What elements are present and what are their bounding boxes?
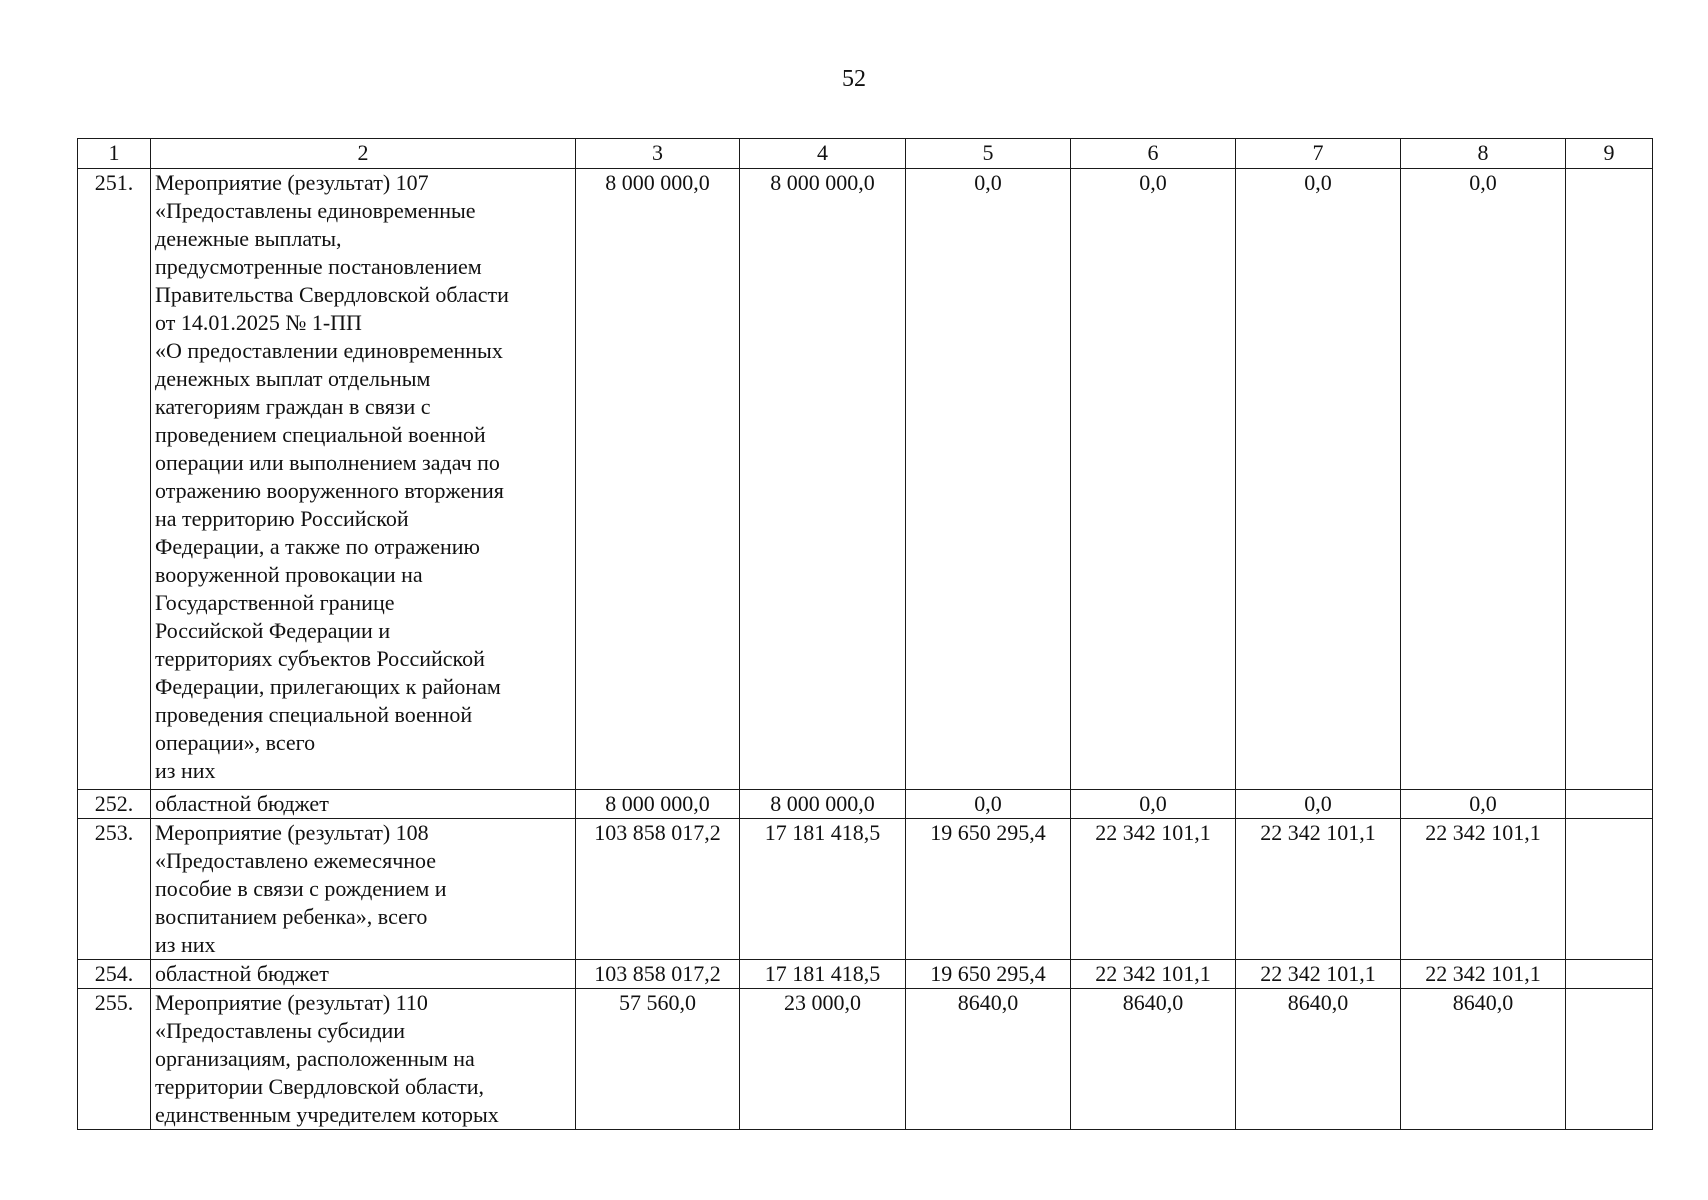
header-row (78, 139, 1653, 169)
description-line: Мероприятие (результат) 110 (155, 990, 428, 1015)
row-number: 253. (78, 819, 151, 960)
description-line: от 14.01.2025 № 1-ПП (155, 310, 362, 335)
value-cell: 0,0 (1071, 169, 1236, 790)
budget-table (77, 138, 1653, 1130)
column-header: 4 (740, 139, 906, 169)
column-header: 6 (1071, 139, 1236, 169)
description-line: проведения специальной военной (155, 702, 473, 727)
value-cell: 19 650 295,4 (906, 960, 1071, 989)
description-line: предусмотренные постановлением (155, 254, 482, 279)
description-line: «О предоставлении единовременных (155, 338, 503, 363)
description-line: операции», всего (155, 730, 316, 755)
description-line: отражению вооруженного вторжения (155, 478, 504, 503)
value-cell: 0,0 (1236, 790, 1401, 819)
row-description (151, 819, 576, 960)
value-cell (1566, 169, 1653, 790)
value-cell: 0,0 (1236, 169, 1401, 790)
table-row (78, 790, 1653, 819)
description-line: категориям граждан в связи с (155, 394, 431, 419)
column-header: 5 (906, 139, 1071, 169)
value-cell: 0,0 (1401, 169, 1566, 790)
table-row (78, 960, 1653, 989)
description-line: областной бюджет (155, 791, 329, 816)
row-description (151, 960, 576, 989)
value-cell: 57 560,0 (576, 989, 740, 1130)
value-cell: 22 342 101,1 (1401, 819, 1566, 960)
row-number: 254. (78, 960, 151, 989)
description-line: территории Свердловской области, (155, 1074, 485, 1099)
value-cell: 8640,0 (1071, 989, 1236, 1130)
description-line: организациям, расположенным на (155, 1046, 475, 1071)
column-header: 8 (1401, 139, 1566, 169)
value-cell: 22 342 101,1 (1071, 819, 1236, 960)
description-line: из них (155, 932, 216, 957)
value-cell (1566, 790, 1653, 819)
value-cell: 8640,0 (906, 989, 1071, 1130)
value-cell: 22 342 101,1 (1401, 960, 1566, 989)
table-row (78, 989, 1653, 1130)
table-row (78, 169, 1653, 790)
description-line: из них (155, 758, 216, 783)
column-header: 1 (78, 139, 151, 169)
value-cell: 103 858 017,2 (576, 960, 740, 989)
value-cell: 8 000 000,0 (576, 169, 740, 790)
description-line: «Предоставлены субсидии (155, 1018, 406, 1043)
value-cell: 0,0 (1401, 790, 1566, 819)
value-cell: 22 342 101,1 (1236, 819, 1401, 960)
description-line: воспитанием ребенка», всего (155, 904, 428, 929)
row-number: 252. (78, 790, 151, 819)
value-cell: 103 858 017,2 (576, 819, 740, 960)
description-line: территориях субъектов Российской (155, 646, 485, 671)
value-cell: 8 000 000,0 (576, 790, 740, 819)
page-number: 52 (842, 66, 866, 92)
description-line: Мероприятие (результат) 107 (155, 170, 429, 195)
description-line: денежных выплат отдельным (155, 366, 431, 391)
value-cell (1566, 819, 1653, 960)
description-line: проведением специальной военной (155, 422, 486, 447)
value-cell: 17 181 418,5 (740, 960, 906, 989)
description-line: на территорию Российской (155, 506, 409, 531)
column-header: 7 (1236, 139, 1401, 169)
row-description (151, 989, 576, 1130)
description-line: операции или выполнением задач по (155, 450, 500, 475)
description-line: пособие в связи с рождением и (155, 876, 447, 901)
description-line: «Предоставлены единовременные (155, 198, 476, 223)
value-cell: 8 000 000,0 (740, 790, 906, 819)
value-cell: 0,0 (906, 169, 1071, 790)
value-cell: 0,0 (1071, 790, 1236, 819)
value-cell: 0,0 (906, 790, 1071, 819)
value-cell: 17 181 418,5 (740, 819, 906, 960)
value-cell: 8640,0 (1401, 989, 1566, 1130)
description-line: Мероприятие (результат) 108 (155, 820, 429, 845)
description-line: Правительства Свердловской области (155, 282, 509, 307)
value-cell: 23 000,0 (740, 989, 906, 1130)
description-line: Федерации, а также по отражению (155, 534, 480, 559)
table-row (78, 819, 1653, 960)
description-line: единственным учредителем которых (155, 1102, 499, 1127)
description-line: вооруженной провокации на (155, 562, 423, 587)
description-line: Государственной границе (155, 590, 395, 615)
row-number: 255. (78, 989, 151, 1130)
value-cell: 8640,0 (1236, 989, 1401, 1130)
row-description (151, 169, 576, 790)
description-line: Российской Федерации и (155, 618, 391, 643)
description-line: денежные выплаты, (155, 226, 342, 251)
column-header: 2 (151, 139, 576, 169)
value-cell: 22 342 101,1 (1236, 960, 1401, 989)
description-line: «Предоставлено ежемесячное (155, 848, 437, 873)
row-description (151, 790, 576, 819)
column-header: 9 (1566, 139, 1653, 169)
column-header: 3 (576, 139, 740, 169)
value-cell: 19 650 295,4 (906, 819, 1071, 960)
description-line: областной бюджет (155, 961, 329, 986)
description-line: Федерации, прилегающих к районам (155, 674, 501, 699)
value-cell (1566, 989, 1653, 1130)
value-cell (1566, 960, 1653, 989)
value-cell: 8 000 000,0 (740, 169, 906, 790)
row-number: 251. (78, 169, 151, 790)
value-cell: 22 342 101,1 (1071, 960, 1236, 989)
